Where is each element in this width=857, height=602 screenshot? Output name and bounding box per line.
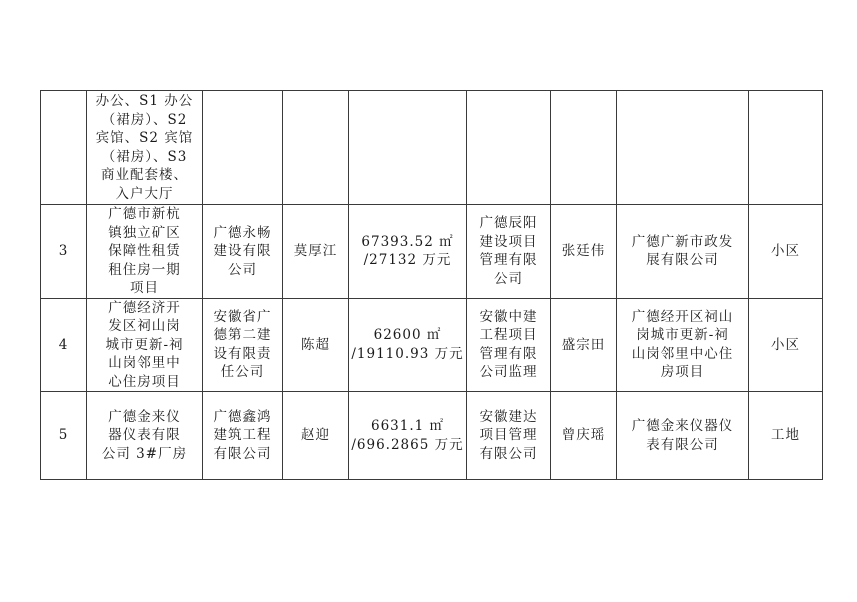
scale-area-line: 62600 ㎡: [373, 327, 442, 344]
project-name-line: 租住房一期: [108, 261, 181, 278]
project-name-line: 项目: [130, 280, 159, 296]
constructor-cell: [203, 91, 283, 205]
scale-area-line: 6631.1 ㎡: [370, 418, 445, 434]
project-name-line: 广德金来仪: [108, 408, 181, 425]
project-name-line: 器仪表有限: [108, 427, 181, 444]
owner-cell: [617, 205, 749, 299]
constructor-line: 安徽省广: [213, 308, 272, 325]
supervisor-company-cell: [467, 298, 551, 392]
scale-cell: [349, 91, 467, 205]
supervisor-line: 公司: [494, 270, 523, 287]
project-name-line: 心住房项目: [108, 373, 181, 390]
constructor-line: 广德永畅: [213, 224, 272, 241]
supervisor-line: 建设项目: [479, 233, 538, 250]
supervisor-person-cell: [551, 91, 617, 205]
owner-line: 岗城市更新-祠: [636, 327, 729, 344]
constructor-line: 德第二建: [213, 327, 272, 344]
table-row: [41, 205, 823, 299]
supervisor-company-cell: [467, 392, 551, 480]
constructor-cell: [203, 298, 283, 392]
constructor-line: 建设有限: [213, 243, 272, 259]
type-cell: 小区: [749, 298, 823, 392]
supervisor-person-cell: 盛宗田: [551, 298, 617, 392]
project-name-line: （裙房）、S2: [101, 111, 188, 128]
supervisor-line: 管理有限: [479, 345, 538, 362]
owner-line: 山岗邻里中心住: [631, 345, 734, 362]
constructor-line: 广德鑫鸿: [213, 408, 272, 425]
scale-cell: [349, 205, 467, 299]
type-cell: 小区: [749, 205, 823, 299]
project-name-line: 广德市新杭: [108, 206, 181, 222]
row-index-cell: 4: [41, 298, 87, 392]
project-name-line: 办公、S1 办公: [95, 93, 194, 109]
type-cell: 工地: [749, 392, 823, 480]
supervisor-company-cell: [467, 91, 551, 205]
scale-cost-line: /27132 万元: [363, 252, 452, 269]
supervisor-line: 广德辰阳: [479, 215, 538, 232]
project-name-cell: [87, 205, 203, 299]
project-name-line: 保障性租赁: [108, 243, 181, 259]
project-manager-cell: [283, 91, 349, 205]
scale-area-line: 67393.52 ㎡: [361, 233, 454, 250]
project-name-line: 公司 3#厂房: [101, 445, 188, 462]
scale-cell: [349, 392, 467, 480]
supervisor-line: 安徽中建: [479, 308, 538, 325]
project-name-line: 城市更新-祠: [105, 336, 184, 353]
constructor-line: 公司: [228, 261, 257, 278]
row-index-cell: 3: [41, 205, 87, 299]
row-index-cell: 5: [41, 392, 87, 480]
project-table: [40, 90, 823, 480]
project-manager-cell: 陈超: [283, 298, 349, 392]
owner-line: 广德经开区祠山: [631, 308, 734, 325]
table-row: [41, 298, 823, 392]
project-name-line: 山岗邻里中: [108, 355, 181, 371]
project-name-cell: [87, 392, 203, 480]
constructor-line: 建筑工程: [213, 427, 272, 444]
supervisor-line: 项目管理: [479, 427, 538, 444]
project-name-line: 发区祠山岗: [108, 318, 181, 334]
table-row: [41, 392, 823, 480]
project-name-cell: [87, 91, 203, 205]
type-cell: [749, 91, 823, 205]
owner-line: 房项目: [660, 364, 705, 381]
supervisor-line: 公司监理: [479, 364, 538, 381]
supervisor-line: 工程项目: [479, 327, 538, 344]
project-name-cell: [87, 298, 203, 392]
supervisor-line: 有限公司: [479, 445, 538, 462]
table-row: [41, 91, 823, 205]
supervisor-line: 安徽建达: [479, 408, 538, 425]
project-manager-cell: 赵迎: [283, 392, 349, 480]
constructor-cell: [203, 392, 283, 480]
scale-cost-line: /696.2865 万元: [351, 436, 464, 453]
owner-line: 展有限公司: [646, 252, 719, 269]
supervisor-company-cell: [467, 205, 551, 299]
constructor-cell: [203, 205, 283, 299]
supervisor-line: 管理有限: [479, 252, 538, 269]
project-name-line: 宾馆、S2 宾馆: [95, 130, 194, 146]
constructor-line: 有限公司: [213, 445, 272, 462]
owner-cell: [617, 392, 749, 480]
constructor-line: 任公司: [220, 364, 265, 381]
project-manager-cell: 莫厚江: [283, 205, 349, 299]
project-name-line: （裙房）、S3: [101, 148, 188, 165]
project-name-line: 广德经济开: [108, 299, 181, 316]
supervisor-person-cell: 张廷伟: [551, 205, 617, 299]
project-name-line: 商业配套楼、: [101, 167, 188, 183]
project-name-line: 入户大厅: [115, 185, 174, 202]
scale-cost-line: /19110.93 万元: [351, 345, 464, 362]
owner-line: 广德金来仪器仪: [631, 418, 734, 434]
project-name-line: 镇独立矿区: [108, 224, 181, 241]
constructor-line: 设有限责: [213, 345, 272, 362]
scale-cell: [349, 298, 467, 392]
owner-line: 表有限公司: [646, 436, 719, 453]
row-index-cell: [41, 91, 87, 205]
supervisor-person-cell: 曾庆瑶: [551, 392, 617, 480]
owner-line: 广德广新市政发: [631, 233, 734, 250]
owner-cell: [617, 298, 749, 392]
owner-cell: [617, 91, 749, 205]
table-body: [41, 91, 823, 480]
